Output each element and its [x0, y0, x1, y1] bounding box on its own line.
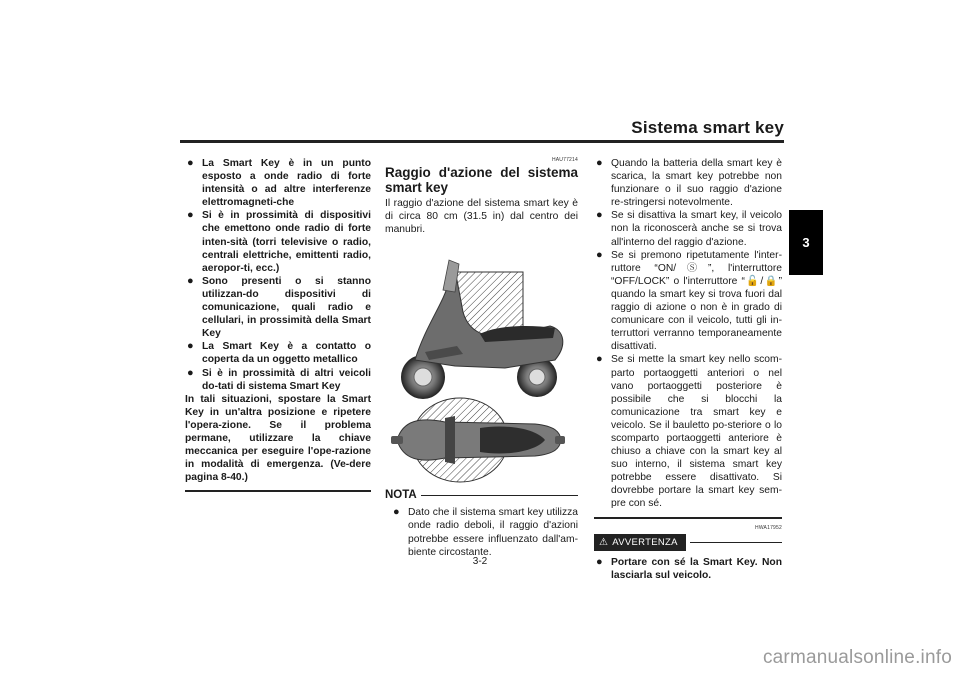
warning-triangle-icon: ⚠ — [599, 536, 609, 548]
range-paragraph: Il raggio d'azione del sistema smart key è di circa 80 cm (31.5 in) dal centro dei manubri. — [385, 198, 578, 236]
nota-list — [385, 506, 578, 558]
section-heading: Raggio d'azione del sistema smart key — [385, 165, 578, 195]
list-item: ● Se si premono ripetutamente l'inter-ruttore “ON/Ⓢ”, l'interruttore “OFF/LOCK” o l'interruttore “🔓/🔒” quando la smart key si trova fuori dal raggio di azione o non è in grado di comunicare con il veicolo, tutti gli in-terruttori verranno temporaneamente disattivati. — [596, 248, 782, 353]
header-rule — [180, 140, 784, 143]
scooter-range-illustration — [385, 242, 578, 487]
watermark: carmanualsonline.info — [762, 647, 952, 668]
column-end-rule — [185, 490, 371, 492]
notes-list — [594, 157, 782, 511]
list-item: ● Sono presenti o si stanno utilizzan-do dispositivi di comunicazione, quali radio e cellulari, in prossimità della Smart Key — [187, 274, 371, 340]
nota-label: NOTA — [385, 489, 417, 502]
page-title: Sistema smart key — [631, 118, 784, 137]
list-item: ● La Smart Key è a contatto o coperta da un oggetto metallico — [187, 340, 371, 366]
page-number: 3-2 — [472, 556, 488, 567]
nota-rule — [421, 495, 578, 496]
left-column — [185, 157, 371, 492]
section-code: HAU77214 — [551, 157, 578, 163]
warning-header — [594, 534, 782, 551]
instruction-paragraph: In tali situazioni, spostare la Smart Key in un'altra posizione e ripetere l'opera-zione. Se il problema permane, utilizzare la chiave meccanica per eseguire l'ope-razione in modalità di emergenza. (Ve-dere pagina 8-40.) — [185, 393, 371, 484]
middle-column — [385, 157, 578, 559]
column-rule — [594, 517, 782, 519]
list-item: ● Si è in prossimità di dispositivi che emettono onde radio di forte inten-sità (torri televisive o radio, centrali elettriche, emittenti radio, aeropor-ti, ecc.) — [187, 209, 371, 274]
list-item: ● Se si mette la smart key nello scom-parto portaoggetti anteriori o nel vano portaoggetti posteriore è possibile che si blocchi la comunicazione tra smart key e veicolo. Se il bauletto po-steriore o lo scomparto portaoggetti anteriore è chiuso a chiave con la smart key al suo interno, il sistema smart key potrebbe essere disattivato. Si dovrebbe portare la smart key sem-pre con sé. — [596, 353, 782, 510]
list-item: ● La Smart Key è in un punto esposto a onde radio di forte intensità o ad altre interferenze elettromagneti-che — [187, 157, 371, 209]
chapter-tab: 3 — [789, 210, 823, 275]
list-item: ● Se si disattiva la smart key, il veicolo non la riconoscerà anche se si trova all'interno del raggio d'azione. — [596, 209, 782, 248]
scooter-top-view — [391, 398, 565, 482]
warning-code: HWA17952 — [755, 524, 782, 531]
list-item: ● Quando la batteria della smart key è scarica, la smart key potrebbe non funzionare o il suo raggio d'azione re-stringersi notevolmente. — [596, 157, 782, 209]
list-item: ● Dato che il sistema smart key utilizza onde radio deboli, il raggio d'azioni potrebbe essere influenzato dall'am-biente circostante. — [393, 506, 578, 558]
interference-list — [185, 157, 371, 393]
warning-badge: ⚠ AVVERTENZA — [594, 534, 686, 551]
list-item: ● Si è in prossimità di altri veicoli do-tati di sistema Smart Key — [187, 366, 371, 392]
scooter-side-view — [401, 260, 563, 399]
right-column — [594, 157, 782, 582]
warning-rule — [690, 542, 782, 543]
list-item: ● Portare con sé la Smart Key. Non lasciarla sul veicolo. — [596, 555, 782, 581]
nota-header — [385, 489, 578, 502]
